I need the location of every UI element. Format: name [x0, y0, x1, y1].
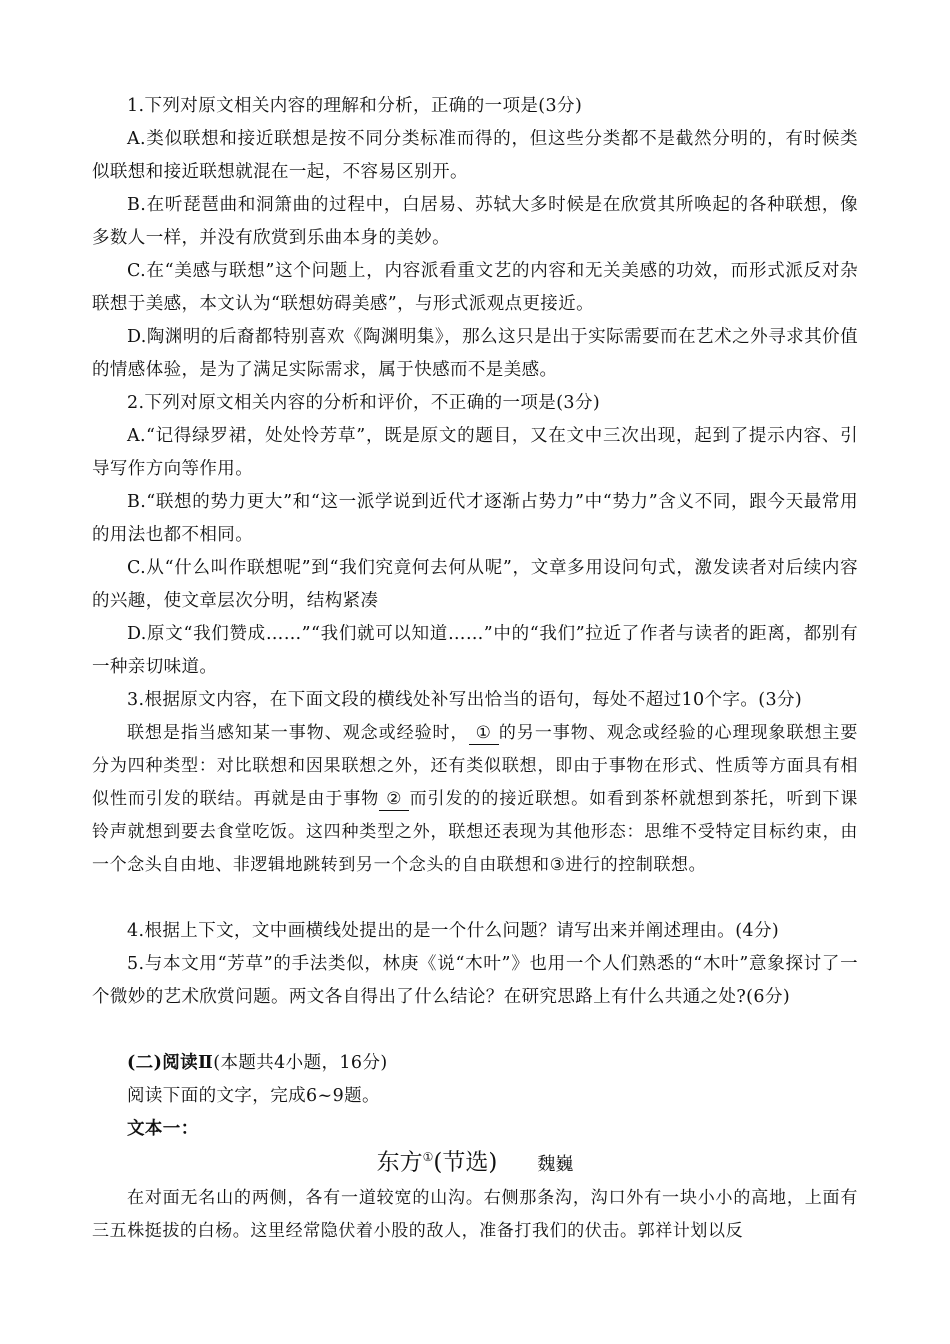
q3-passage-part3: 而引发的的接近联想。如看到茶杯就想到茶托，听到下课铃声就想到要去食堂吃饭。这四种类型之外，联想还表现为其他形态：思维不受特定目标约束，由一个念头自由地、非逻辑地跳转到另一个念头的自由联想和③进行的控制联想。	[92, 789, 858, 875]
section-2-label: (二)阅读Ⅱ	[127, 1053, 214, 1073]
q4-text: 4.根据上下文，文中画横线处提出的是一个什么问题？请写出来并阐述理由。(4分)	[127, 921, 780, 941]
q1-option-a: A.类似联想和接近联想是按不同分类标准而得的，但这些分类都不是截然分明的，有时候类似联想和接近联想就混在一起，不容易区别开。	[92, 129, 858, 182]
section-2-heading	[92, 1047, 858, 1080]
q1-option-c: C.在“美感与联想”这个问题上，内容派看重文艺的内容和无关美感的功效，而形式派反对杂联想于美感，本文认为“联想妨碍美感”，与形式派观点更接近。	[92, 261, 858, 314]
text-one-label: 文本一：	[127, 1119, 199, 1139]
q1-option-b: B.在听琵琶曲和洞箫曲的过程中，白居易、苏轼大多时候是在欣赏其所唤起的各种联想，像多数人一样，并没有欣赏到乐曲本身的美妙。	[92, 195, 858, 248]
section-2-note: (本题共4小题，16分)	[213, 1053, 388, 1073]
q3-passage	[92, 717, 858, 882]
q2-stem: 2.下列对原文相关内容的分析和评价，不正确的一项是(3分)	[127, 393, 601, 413]
story-title: 东方	[376, 1149, 423, 1176]
q2-option-b: B.“联想的势力更大”和“这一派学说到近代才逐渐占势力”中“势力”含义不同，跟今天最常用的用法也都不相同。	[92, 492, 858, 545]
q3-blank-1: ①	[469, 722, 499, 745]
q3-passage-part1: 联想是指当感知某一事物、观念或经验时，	[127, 723, 469, 743]
q1-stem: 1.下列对原文相关内容的理解和分析，正确的一项是(3分)	[127, 96, 583, 116]
story-author: 魏巍	[537, 1153, 574, 1175]
q2-option-c: C.从“什么叫作联想呢”到“我们究竟何去何从呢”，文章多用设问句式，激发读者对后续内容的兴趣，使文章层次分明，结构紧凑	[92, 558, 858, 611]
q2-option-d: D.原文“我们赞成……”“我们就可以知道……”中的“我们”拉近了作者与读者的距离，都别有一种亲切味道。	[92, 624, 858, 677]
q3-stem: 3.根据原文内容，在下面文段的横线处补写出恰当的语句，每处不超过10个字。(3分)	[127, 690, 803, 710]
story-subtitle: (节选)	[433, 1149, 498, 1176]
q1-option-d: D.陶渊明的后裔都特别喜欢《陶渊明集》，那么这只是出于实际需要而在艺术之外寻求其价值的情感体验，是为了满足实际需求，属于快感而不是美感。	[92, 327, 858, 380]
story-body: 在对面无名山的两侧，各有一道较宽的山沟。右侧那条沟，沟口外有一块小小的高地，上面有三五株挺拔的白杨。这里经常隐伏着小股的敌人，准备打我们的伏击。郭祥计划以反	[92, 1188, 858, 1241]
section-2-instruction: 阅读下面的文字，完成6~9题。	[127, 1086, 380, 1106]
story-title-line	[0, 1140, 950, 1182]
q5-text: 5.与本文用“芳草”的手法类似，林庚《说“木叶”》也用一个人们熟悉的“木叶”意象探讨了一个微妙的艺术欣赏问题。两文各自得出了什么结论？在研究思路上有什么共通之处?(6分)	[92, 954, 858, 1007]
q2-option-a: A.“记得绿罗裙，处处怜芳草”，既是原文的题目，又在文中三次出现，起到了提示内容、引导写作方向等作用。	[92, 426, 858, 479]
story-footnote-mark: ①	[422, 1150, 434, 1164]
q3-passage-part2: 的另一事物、观念或经验的心理现象联想主要分为四种类型：对比联想和因果联想之外，还有类似联想，即由于事物在形式、性质等方面具有相似性而引发的联结。再就是由于事物	[92, 723, 858, 809]
q3-blank-2: ②	[379, 788, 409, 811]
